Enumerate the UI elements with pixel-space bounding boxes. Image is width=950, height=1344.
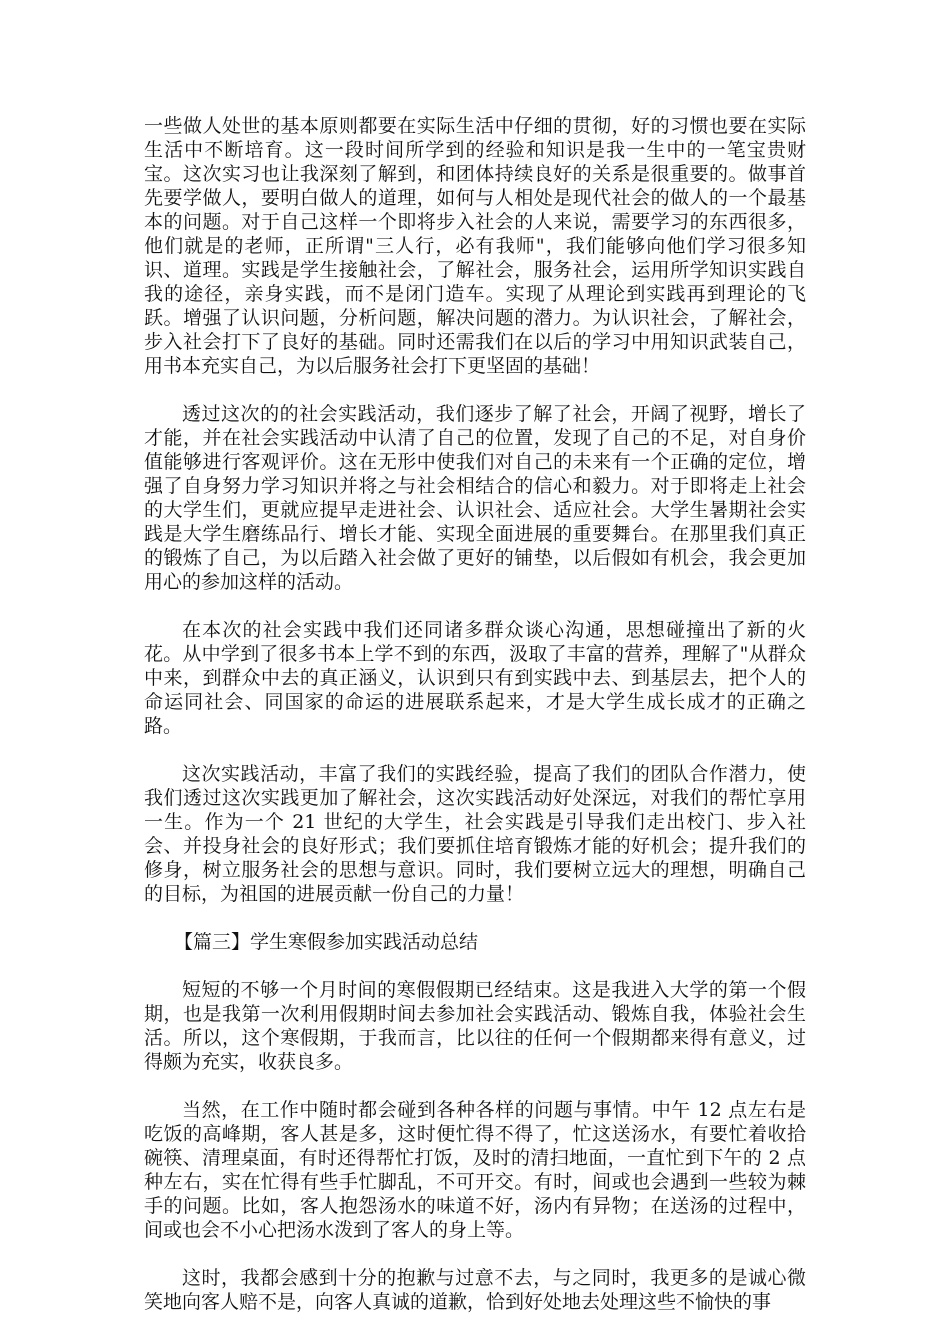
document-page: [144, 114, 806, 1338]
paragraph-apology: 这时，我都会感到十分的抱歉与过意不去，与之同时，我更多的是诚心微笑地向客人赔不是，向客人真诚的道歉，恰到好处地去处理这些不愉快的事: [144, 1267, 806, 1313]
section-heading: 【篇三】学生寒假参加实践活动总结: [174, 931, 479, 953]
paragraph-practice-summary: 这次实践活动，丰富了我们的实践经验，提高了我们的团队合作潜力，使我们透过这次实践更加了解社会，这次实践活动好处深远，对我们的帮忙享用一生。作为一个 21 世纪的大学生，社会实践是引导我们走出校门、步入社会、并投身社会的良好形式；我们要抓住培育锻炼才能的好机会；提升我们的修身，树立服务社会的思想与意识。同时，我们要树立远大的理想，明确自己的目标，为祖国的进展贡献一份自己的力量！: [144, 763, 806, 905]
paragraph-social-practice: 透过这次的的社会实践活动，我们逐步了解了社会，开阔了视野，增长了才能，并在社会实践活动中认清了自己的位置，发现了自己的不足，对自身价值能够进行客观评价。这在无形中使我们对自己的未来有一个正确的定位，增强了自身努力学习知识并将之与社会相结合的信心和毅力。对于即将走上社会的大学生们，更就应提早走进社会、认识社会、适应社会。大学生暑期社会实践是大学生磨练品行、增长才能、实现全面进展的重要舞台。在那里我们真正的锻炼了自己，为以后踏入社会做了更好的铺垫，以后假如有机会，我会更加用心的参加这样的活动。: [144, 403, 806, 593]
paragraph-communication: 在本次的社会实践中我们还同诸多群众谈心沟通，思想碰撞出了新的火花。从中学到了很多书本上学不到的东西，汲取了丰富的营养，理解了"从群众中来，到群众中去的真正涵义，认识到只有到实践中去、到基层去，把个人的命运同社会、同国家的命运的进展联系起来，才是大学生成长成才的正确之路。: [144, 619, 806, 737]
paragraph-work-problems: 当然，在工作中随时都会碰到各种各样的问题与事情。中午 12 点左右是吃饭的高峰期，客人甚是多，这时便忙得不得了，忙这送汤水，有要忙着收拾碗筷、清理桌面，有时还得帮忙打饭，及时的清扫地面，一直忙到下午的 2 点种左右，实在忙得有些手忙脚乱，不可开交。有时，间或也会遇到一些较为棘手的问题。比如，客人抱怨汤水的味道不好，汤内有异物；在送汤的过程中，间或也会不小心把汤水泼到了客人的身上等。: [144, 1099, 806, 1241]
paragraph-winter-vacation: 短短的不够一个月时间的寒假假期已经结束。这是我进入大学的第一个假期，也是我第一次利用假期时间去参加社会实践活动、锻炼自我，体验社会生活。所以，这个寒假期，于我而言，比以往的任何一个假期都来得有意义，过得颇为充实，收获良多。: [144, 979, 806, 1073]
paragraph-continued: 一些做人处世的基本原则都要在实际生活中仔细的贯彻，好的习惯也要在实际生活中不断培育。这一段时间所学到的经验和知识是我一生中的一笔宝贵财宝。这次实习也让我深刻了解到，和团体持续良好的关系是很重要的。做事首先要学做人，要明白做人的道理，如何与人相处是现代社会的做人的一个最基本的问题。对于自己这样一个即将步入社会的人来说，需要学习的东西很多，他们就是的老师，正所谓"三人行，必有我师"，我们能够向他们学习很多知识、道理。实践是学生接触社会，了解社会，服务社会，运用所学知识实践自我的途径，亲身实践，而不是闭门造车。实现了从理论到实践再到理论的飞跃。增强了认识问题，分析问题，解决问题的潜力。为认识社会，了解社会，步入社会打下了良好的基础。同时还需我们在以后的学习中用知识武装自己，用书本充实自己，为以后服务社会打下更坚固的基础！: [144, 115, 806, 377]
